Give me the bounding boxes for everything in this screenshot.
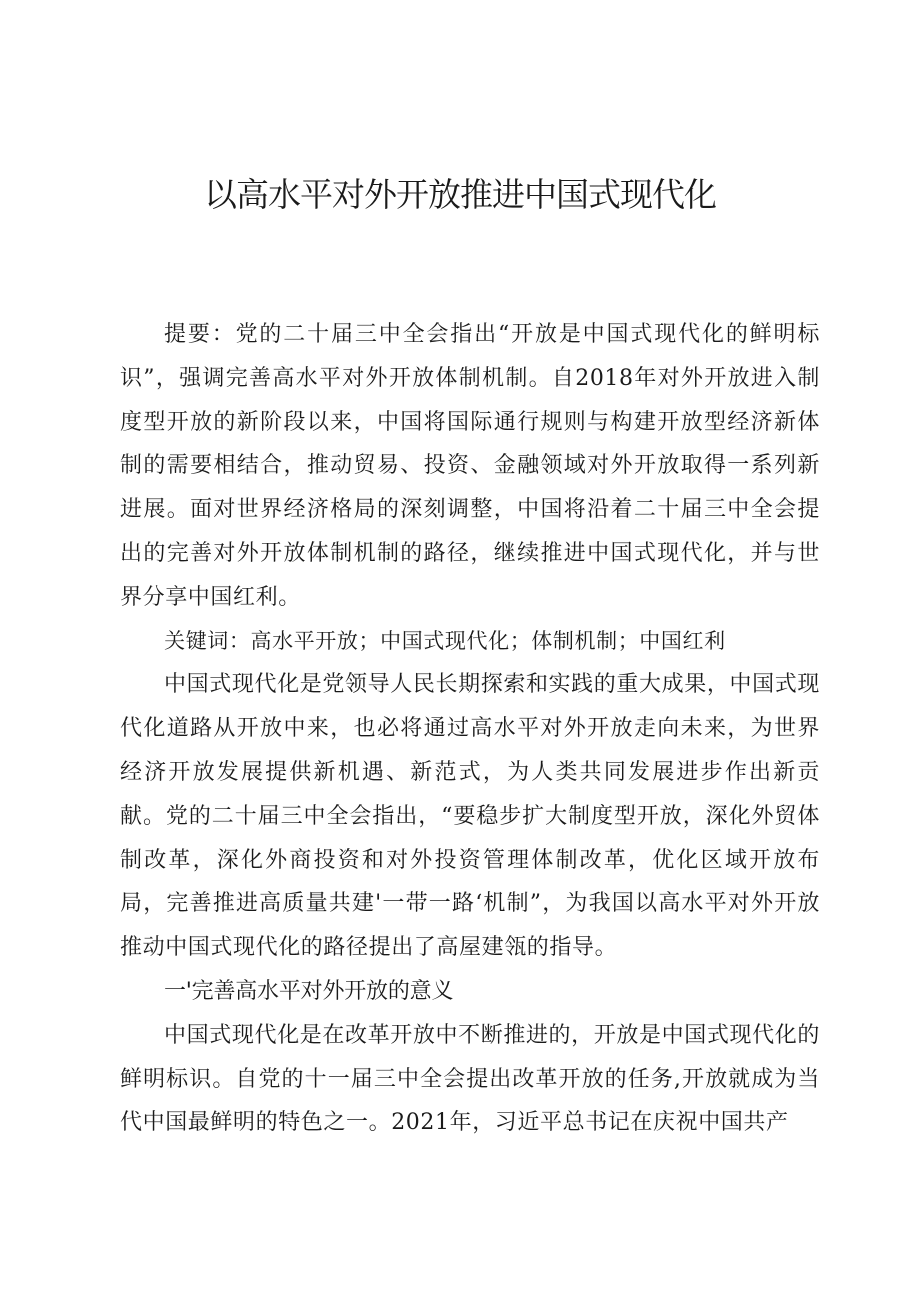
keywords-line: 关键词：高水平开放；中国式现代化；体制机制；中国红利 (164, 628, 726, 653)
document-body (120, 313, 820, 1145)
intro-paragraph: 中国式现代化是党领导人民长期探索和实践的重大成果，中国式现代化道路从开放中来，也必将通过高水平对外开放走向未来，为世界经济开放发展提供新机遇、新范式，为人类共同发展进步作出新贡献。党的二十届三中全会指出，“要稳步扩大制度型开放，深化外贸体制改革，深化外商投资和对外投资管理体制改革，优化区域开放布局，完善推进高质量共建'一带一路‘机制”，为我国以高水平对外开放推动中国式现代化的路径提出了高屋建瓴的指导。 (120, 672, 820, 961)
section-heading: 一'完善高水平对外开放的意义 (164, 978, 454, 1004)
abstract-paragraph: 提要：党的二十届三中全会指出“开放是中国式现代化的鲜明标识”，强调完善高水平对外开放体制机制。自2018年对外开放进入制度型开放的新阶段以来，中国将国际通行规则与构建开放型经济新体制的需要相结合，推动贸易、投资、金融领域对外开放取得一系列新进展。面对世界经济格局的深刻调整，中国将沿着二十届三中全会提出的完善对外开放体制机制的路径，继续推进中国式现代化，并与世界分享中国红利。 (120, 322, 820, 610)
section-paragraph: 中国式现代化是在改革开放中不断推进的，开放是中国式现代化的鲜明标识。自党的十一届三中全会提出改革开放的任务,开放就成为当代中国最鲜明的特色之一。2021年，习近平总书记在庆祝中国共产 (120, 1022, 820, 1136)
document-title: 以高水平对外开放推进中国式现代化 (204, 175, 716, 214)
